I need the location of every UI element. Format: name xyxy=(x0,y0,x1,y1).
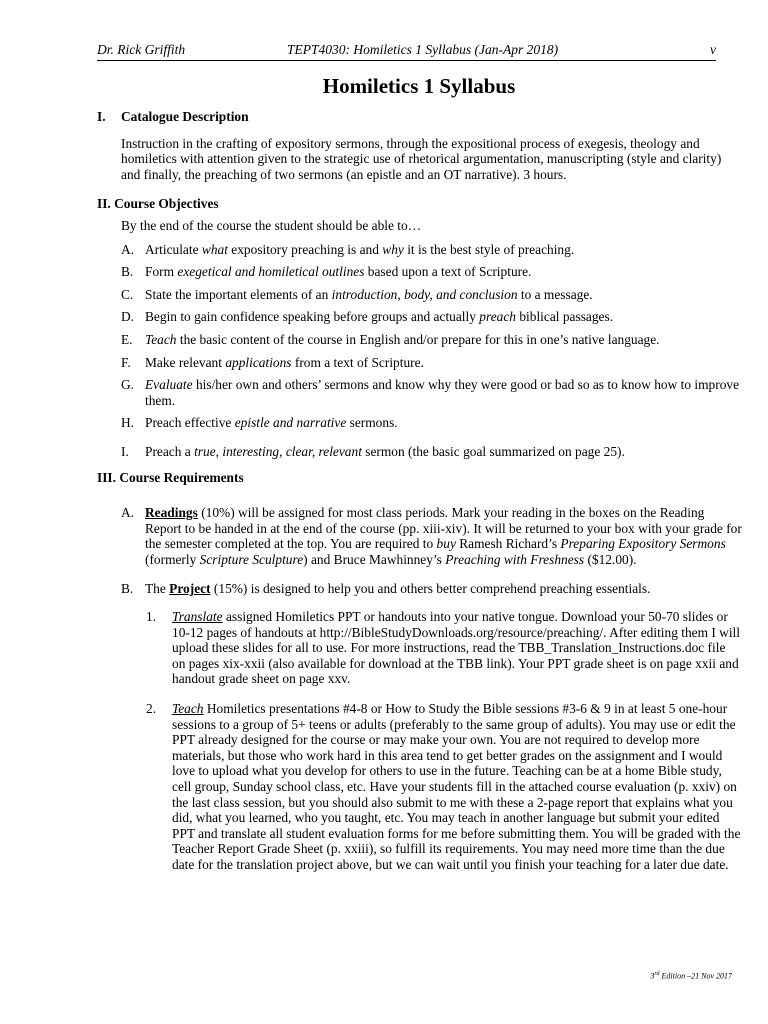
running-header xyxy=(97,42,716,61)
section-heading-objectives: II. Course Objectives xyxy=(97,196,219,212)
project-label: Project xyxy=(169,581,211,597)
section-heading-catalogue xyxy=(97,109,742,125)
section-heading-requirements: III. Course Requirements xyxy=(97,469,244,485)
objective-b: B. Form exegetical and homiletical outlines based upon a text of Scripture. xyxy=(121,264,532,280)
objectives-intro: By the end of the course the student should be able to… xyxy=(121,217,422,233)
section-number: I. xyxy=(97,109,106,124)
objective-c: C. State the important elements of an introduction, body, and conclusion to a message. xyxy=(121,286,593,302)
project-teach: 2. Teach Homiletics presentations #4-8 or How to Study the Bible sessions #3-6 & 9 in at least 5 one-hour sessions to a group of 5+ teens or adults (preferably to the same group of adults). You may use or edit the PPT already designed for the course or may make your own. You are not required to develop more materials, but those who work hard in this area tend to get better grades on the assignment and I would love to upload what you develop for others to use in the future. Teaching can be at a home Bible study, cell group, Sunday school class, etc. Have your students fill in the attached course evaluation (p. xxiv) on the last class session, but you should also submit to me with these a 2-page report that explains what you did, what you learned, who you taught, etc. You may teach in another language but submit your edited PPT and translate all student evaluation forms for me before submitting them. You will be graded with the Teacher Report Grade Sheet (p. xxiii), so fulfill its requirements. You may need more time than the due date for the translation project above, but we can wait until you finish your teaching for a later due date. xyxy=(146,701,741,872)
document-body xyxy=(97,109,742,873)
section-title: Catalogue Description xyxy=(121,109,249,124)
translate-label: Translate xyxy=(172,609,223,625)
objective-d: D. Begin to gain confidence speaking before groups and actually preach biblical passages. xyxy=(121,309,614,325)
requirement-project: B. The Project (15%) is designed to help you and others better comprehend preaching essentials. 1. Translate assigned Homiletics PPT or handouts into your native tongue. Download your 50-70 slides or 10-12 pages of handouts at http://BibleStudyDownloads.org/resource/preaching/. After editing them I will upload these slides for all to use. For more instructions, read the TBB_Translation_Instructions.doc file on pages xix-xxii (also available for download at the TBB link). Your PPT grade sheet is on page xxii and handout grade sheet on page xxv. 2. Teach Homiletics presentations #4-8 or How to Study the Bible sessions #3-6 & 9 in at least 5 one-hour sessions to a group of 5+ teens or adults (preferably to the same group of adults). You may use or edit the PPT already designed for the course or may make your own. You are not required to develop more materials, but those who work hard in this area tend to get better grades on the assignment and I would love to upload what you develop for others to use in the future. Teaching can be at a home Bible study, cell group, Sunday school class, etc. Have your students fill in the attached course evaluation (p. xxiv) on the last class session, but you should also submit to me with these a 2-page report that explains what you did, what you learned, who you taught, etc. You may teach in another language but submit your edited PPT and translate all student evaluation forms for me before submitting them. You will be graded with the Teacher Report Grade Sheet (p. xxiii), so fulfill its requirements. You may need more time than the due date for the translation project above, but we can wait until you finish your teaching for a later due date. xyxy=(121,581,741,872)
objectives-list xyxy=(121,242,742,460)
objective-i: I. Preach a true, interesting, clear, relevant sermon (the basic goal summarized on page 25). xyxy=(121,443,625,459)
page-title: Homiletics 1 Syllabus xyxy=(322,74,516,98)
objective-h: H. Preach effective epistle and narrative sermons. xyxy=(121,415,398,431)
requirement-readings: A. Readings (10%) will be assigned for most class periods. Mark your reading in the boxes on the Reading Report to be handed in at the end of the course (pp. xiii-xiv). It will be returned to your box with your grade for the semester completed at the top. You are required to buy Ramesh Richard’s Preparing Expository Sermons (formerly Scripture Sculpture) and Bruce Mawhinney’s Preaching with Freshness ($12.00). xyxy=(121,505,742,567)
catalogue-description: Instruction in the crafting of expository sermons, through the expositional process of exegesis, theology and homiletics with attention given to the strategic use of rhetorical argumentation, manuscripting (style and clarity) and finally, the preaching of two sermons (an epistle and an OT narrative). 3 hours. xyxy=(121,135,722,182)
edition-footer: 3rd Edition –21 Nov 2017 xyxy=(650,971,732,981)
readings-label: Readings xyxy=(145,505,198,521)
header-author: Dr. Rick Griffith xyxy=(97,42,186,57)
objective-f: F. Make relevant applications from a text of Scripture. xyxy=(121,354,424,370)
header-page-number: v xyxy=(710,42,716,57)
objective-g: G. Evaluate his/her own and others’ sermons and know why they were good or bad so as to know how to improve them. xyxy=(121,377,740,408)
project-translate: 1. Translate assigned Homiletics PPT or handouts into your native tongue. Download your 50-70 slides or 10-12 pages of handouts at http://BibleStudyDownloads.org/resource/preaching/. After editing them I will upload these slides for all to use. For more instructions, read the TBB_Translation_Instructions.doc file on pages xix-xxii (also available for download at the TBB link). Your PPT grade sheet is on page xxii and handout grade sheet on page xxv. xyxy=(146,609,741,687)
teach-label: Teach xyxy=(172,701,204,717)
header-course: TEPT4030: Homiletics 1 Syllabus (Jan-Apr 2018) xyxy=(287,42,559,57)
objective-e: E. Teach the basic content of the course in English and/or prepare for this in one’s native language. xyxy=(121,331,660,347)
objective-a: A. Articulate what expository preaching is and why it is the best style of preaching. xyxy=(121,241,575,257)
